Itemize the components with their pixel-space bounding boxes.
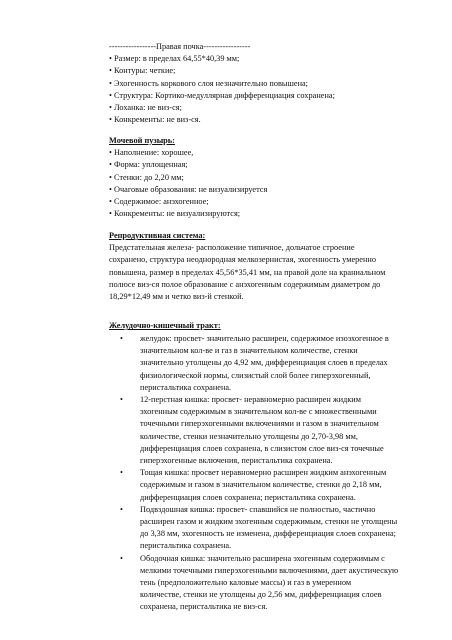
kidney-line: • Контуры: четкие;	[109, 66, 176, 76]
repro-line: 18,29*12,49 мм и четко виз-й стенкой.	[109, 292, 244, 302]
gi-list	[120, 333, 440, 614]
repro-line: Предстательная железа- расположение типичное, дольчатое строение	[109, 243, 355, 253]
bladder-title: Мочевой пузырь:	[109, 136, 175, 145]
kidney-line: • Эхогенность коркового слоя незначительно повышена;	[109, 78, 308, 88]
gi-line: мелкими точечными гиперэхогенными включениями, дает акустическую	[140, 565, 399, 575]
gi-line: расширен газом и жидким эхогенным содержимым, стенки не утолщены	[140, 517, 398, 527]
gi-line: Ободочная кишка: значительно расширена эхогенным содержимым с	[140, 553, 385, 563]
kidney-title: -----------------Правая почка-----------------	[109, 42, 251, 51]
gi-title: Желудочно-кишечный тракт:	[109, 321, 221, 330]
gi-line: содержимым и газом в значительном количестве, стенки до 2,18 мм,	[140, 480, 382, 490]
gi-line: до 3,38 мм, эхогенность не изменена, дифференциация слоев сохранена;	[140, 529, 396, 539]
gi-item-jejunum	[120, 467, 440, 504]
repro-line: сохранено, структура неоднородная мелкозернистая, эхогенность умеренно	[109, 255, 376, 265]
bullet-icon: •	[120, 395, 123, 405]
kidney-line: • Конкременты: не виз-ся.	[109, 115, 201, 125]
gi-line: физиологической нормы, слизистый слой более гиперэхогенный,	[140, 370, 371, 380]
gi-line: количестве, стенки незначительно утолщены до 2,70-3,98 мм,	[140, 431, 358, 441]
gi-list-wrapper	[120, 333, 440, 614]
gi-line: точечными гиперэхогенными включениями и газом в значительном	[140, 419, 379, 429]
gi-line: гиперэхогенные включения, перистальтика сохранена.	[140, 456, 333, 466]
gi-line: Тощая кишка: просвет неравномерно расширен жидким анэхогенным	[140, 468, 387, 478]
gi-line: дифференциация слоев сохранена, в слизистом слое виз-ся точечные	[140, 443, 384, 453]
gi-line: сохранена, перистальтика не виз-ся.	[140, 602, 268, 612]
gi-line: перистальтика сохранена.	[140, 382, 232, 392]
bladder-line: • Стенки: до 2,20 мм;	[109, 172, 184, 182]
kidney-line: • Структура: Кортико-медуллярная дифференциация сохранена;	[109, 90, 335, 100]
gi-line: 12-перстная кишка: просвет- неравномерно расширен жидким	[140, 395, 361, 405]
gi-line: значительном кол-ве и газ в значительном количестве, стенки	[140, 346, 358, 356]
bullet-icon: •	[120, 504, 123, 514]
bullet-icon: •	[120, 334, 123, 343]
gi-line: значительно утолщены до 4,92 мм, дифференциация слоев в пределах	[140, 358, 388, 368]
gi-line: тень (предположительно каловые массы) и газ в умеренном	[140, 578, 352, 588]
kidney-line: • Лоханка: не виз-ся;	[109, 103, 182, 113]
gi-line: Подвздошная кишка: просвет- спавшийся не полностью, частично	[140, 504, 376, 514]
kidney-section	[109, 41, 409, 126]
repro-line: полюсе виз-ся полое образование с анэхогенным содержимым диаметром до	[109, 279, 381, 289]
gi-line: эхогенным содержимым в значительном кол-ве с множественными	[140, 407, 377, 417]
bladder-section	[109, 135, 409, 220]
bullet-icon: •	[120, 468, 123, 478]
gi-line: желудок: просвет- значительно расширен, содержимое изоэхогенное в	[140, 334, 389, 343]
repro-section	[109, 230, 409, 303]
gi-line: перистальтика сохранена.	[140, 541, 232, 551]
kidney-line: • Размер: в пределах 64,55*40,39 мм;	[109, 54, 240, 64]
bladder-line: • Содержимое: анэхогенное;	[109, 197, 209, 207]
repro-title: Репродуктивная система:	[109, 231, 206, 240]
gi-item-stomach	[120, 333, 440, 394]
bladder-line: • Очаговые образования: не визуализируется	[109, 184, 268, 194]
gi-section	[109, 320, 429, 332]
bullet-icon: •	[120, 553, 123, 563]
bladder-line: • Конкременты: не визуализируются;	[109, 209, 241, 219]
gi-item-ileum	[120, 504, 440, 553]
gi-item-colon	[120, 553, 440, 614]
bladder-line: • Форма: уплощенная;	[109, 160, 188, 170]
repro-line: повышена, размер в пределах 45,56*35,41 мм, на правой доле на краниальном	[109, 267, 386, 277]
gi-line: дифференциация слоев сохранена; перистальтика сохранена.	[140, 492, 356, 502]
gi-item-duodenum	[120, 394, 440, 467]
bladder-line: • Наполнение: хорошее,	[109, 148, 194, 158]
gi-line: количестве, стенки не утолщены до 2,56 мм, дифференциация слоев	[140, 590, 382, 600]
